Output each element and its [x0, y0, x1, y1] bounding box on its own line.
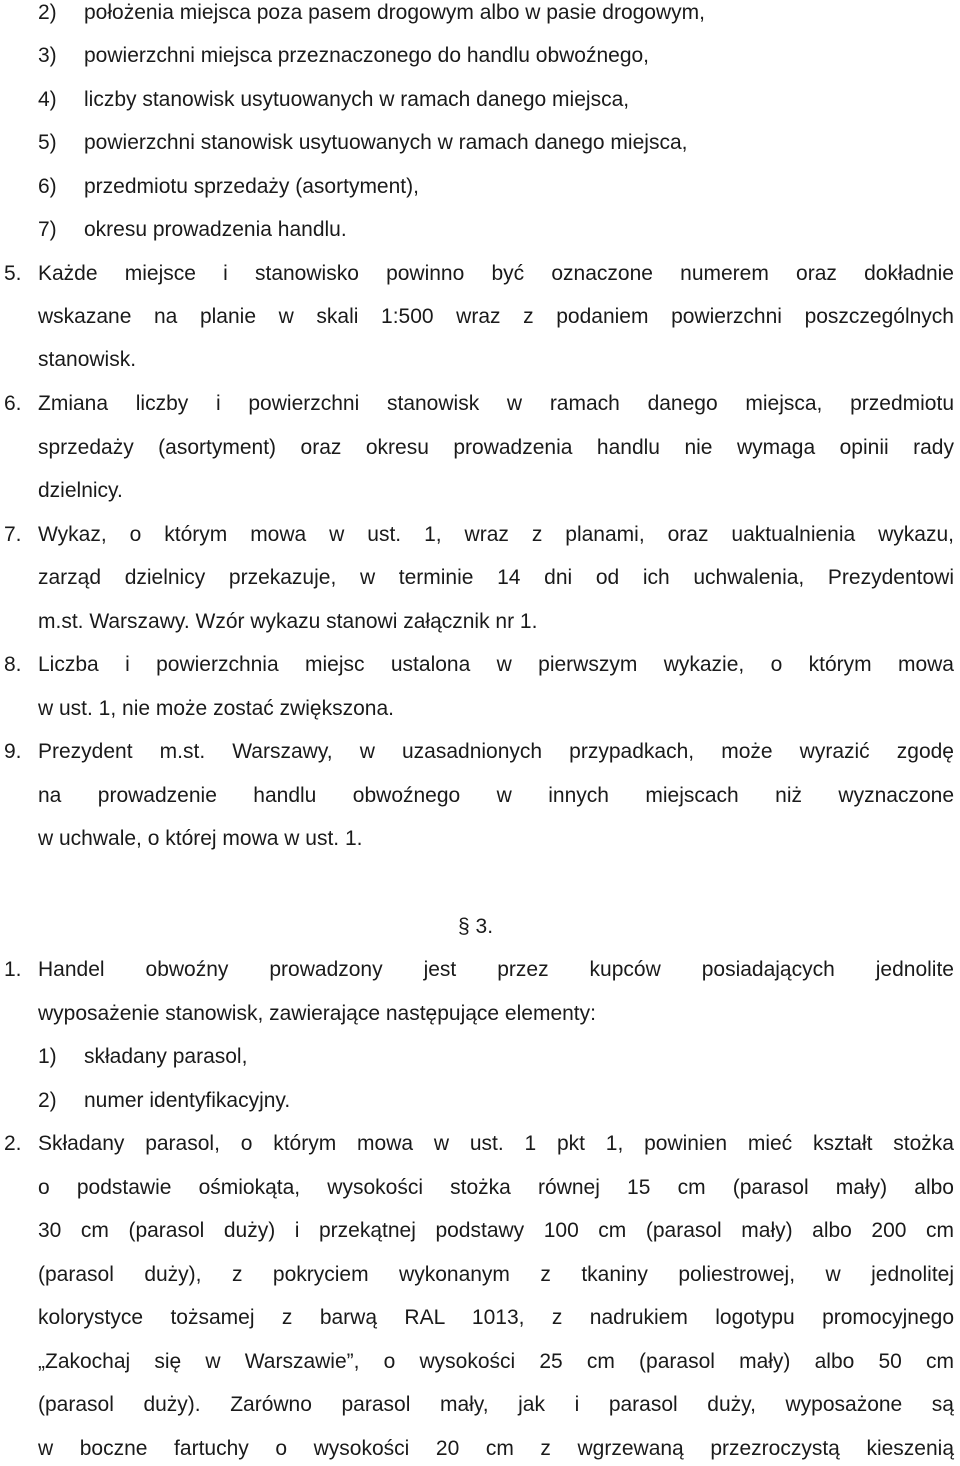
paragraph-line: Składany parasol, o którym mowa w ust. 1 pkt 1, powinien mieć kształt stożka [38, 1132, 954, 1155]
list-item-number: 4) [38, 88, 57, 111]
list-item-text: powierzchni miejsca przeznaczonego do handlu obwoźnego, [84, 44, 650, 67]
paragraph-number: 2. [4, 1132, 22, 1155]
list-item-number: 7) [38, 218, 57, 241]
section-heading: § 3. [458, 915, 494, 938]
paragraph-line: na prowadzenie handlu obwoźnego w innych miejscach niż wyznaczone [38, 784, 954, 807]
paragraph-line: o podstawie ośmiokąta, wysokości stożka równej 15 cm (parasol mały) albo [38, 1176, 954, 1199]
paragraph-line: w ust. 1, nie może zostać zwiększona. [38, 697, 394, 720]
paragraph-line: w uchwale, o której mowa w ust. 1. [38, 827, 363, 850]
paragraph-line: Prezydent m.st. Warszawy, w uzasadnionych przypadkach, może wyrazić zgodę [38, 740, 954, 763]
list-item-text: położenia miejsca poza pasem drogowym albo w pasie drogowym, [84, 1, 705, 24]
paragraph-number: 7. [4, 523, 22, 546]
paragraph-line: Handel obwoźny prowadzony jest przez kupców posiadających jednolite [38, 958, 954, 981]
paragraph-line: Zmiana liczby i powierzchni stanowisk w ramach danego miejsca, przedmiotu [38, 392, 954, 415]
paragraph-line: sprzedaży (asortyment) oraz okresu prowadzenia handlu nie wymaga opinii rady [38, 436, 954, 459]
paragraph-line: w boczne fartuchy o wysokości 20 cm z wgrzewaną przezroczystą kieszenią [38, 1437, 954, 1460]
paragraph-line: Każde miejsce i stanowisko powinno być oznaczone numerem oraz dokładnie [38, 262, 954, 285]
paragraph-line: wyposażenie stanowisk, zawierające następujące elementy: [38, 1002, 596, 1025]
paragraph-line: zarząd dzielnicy przekazuje, w terminie 14 dni od ich uchwalenia, Prezydentowi [38, 566, 954, 589]
paragraph-line: stanowisk. [38, 348, 137, 371]
paragraph-line: dzielnicy. [38, 479, 123, 502]
list-item-text: numer identyfikacyjny. [84, 1089, 291, 1112]
list-item-number: 5) [38, 131, 57, 154]
paragraph-number: 1. [4, 958, 22, 981]
paragraph-line: wskazane na planie w skali 1:500 wraz z podaniem powierzchni poszczególnych [38, 305, 954, 328]
list-item-number: 2) [38, 1089, 57, 1112]
paragraph-number: 5. [4, 262, 22, 285]
paragraph-number: 9. [4, 740, 22, 763]
list-item-text: powierzchni stanowisk usytuowanych w ramach danego miejsca, [84, 131, 688, 154]
list-item-number: 3) [38, 44, 57, 67]
paragraph-line: (parasol duży). Zarówno parasol mały, jak i parasol duży, wyposażone są [38, 1393, 954, 1416]
paragraph-number: 6. [4, 392, 22, 415]
list-item-number: 2) [38, 1, 57, 24]
list-item-text: przedmiotu sprzedaży (asortyment), [84, 175, 419, 198]
list-item-number: 6) [38, 175, 57, 198]
paragraph-line: 30 cm (parasol duży) i przekątnej podstawy 100 cm (parasol mały) albo 200 cm [38, 1219, 954, 1242]
paragraph-line: Wykaz, o którym mowa w ust. 1, wraz z planami, oraz uaktualnienia wykazu, [38, 523, 954, 546]
paragraph-line: Liczba i powierzchnia miejsc ustalona w pierwszym wykazie, o którym mowa [38, 653, 954, 676]
paragraph-number: 8. [4, 653, 22, 676]
list-item-text: liczby stanowisk usytuowanych w ramach danego miejsca, [84, 88, 630, 111]
list-item-text: składany parasol, [84, 1045, 248, 1068]
list-item-text: okresu prowadzenia handlu. [84, 218, 347, 241]
list-item-number: 1) [38, 1045, 57, 1068]
paragraph-line: kolorystyce tożsamej z barwą RAL 1013, z nadrukiem logotypu promocyjnego [38, 1306, 954, 1329]
paragraph-line: „Zakochaj się w Warszawie”, o wysokości 25 cm (parasol mały) albo 50 cm [38, 1350, 954, 1373]
paragraph-line: (parasol duży), z pokryciem wykonanym z tkaniny poliestrowej, w jednolitej [38, 1263, 954, 1286]
paragraph-line: m.st. Warszawy. Wzór wykazu stanowi załącznik nr 1. [38, 610, 538, 633]
